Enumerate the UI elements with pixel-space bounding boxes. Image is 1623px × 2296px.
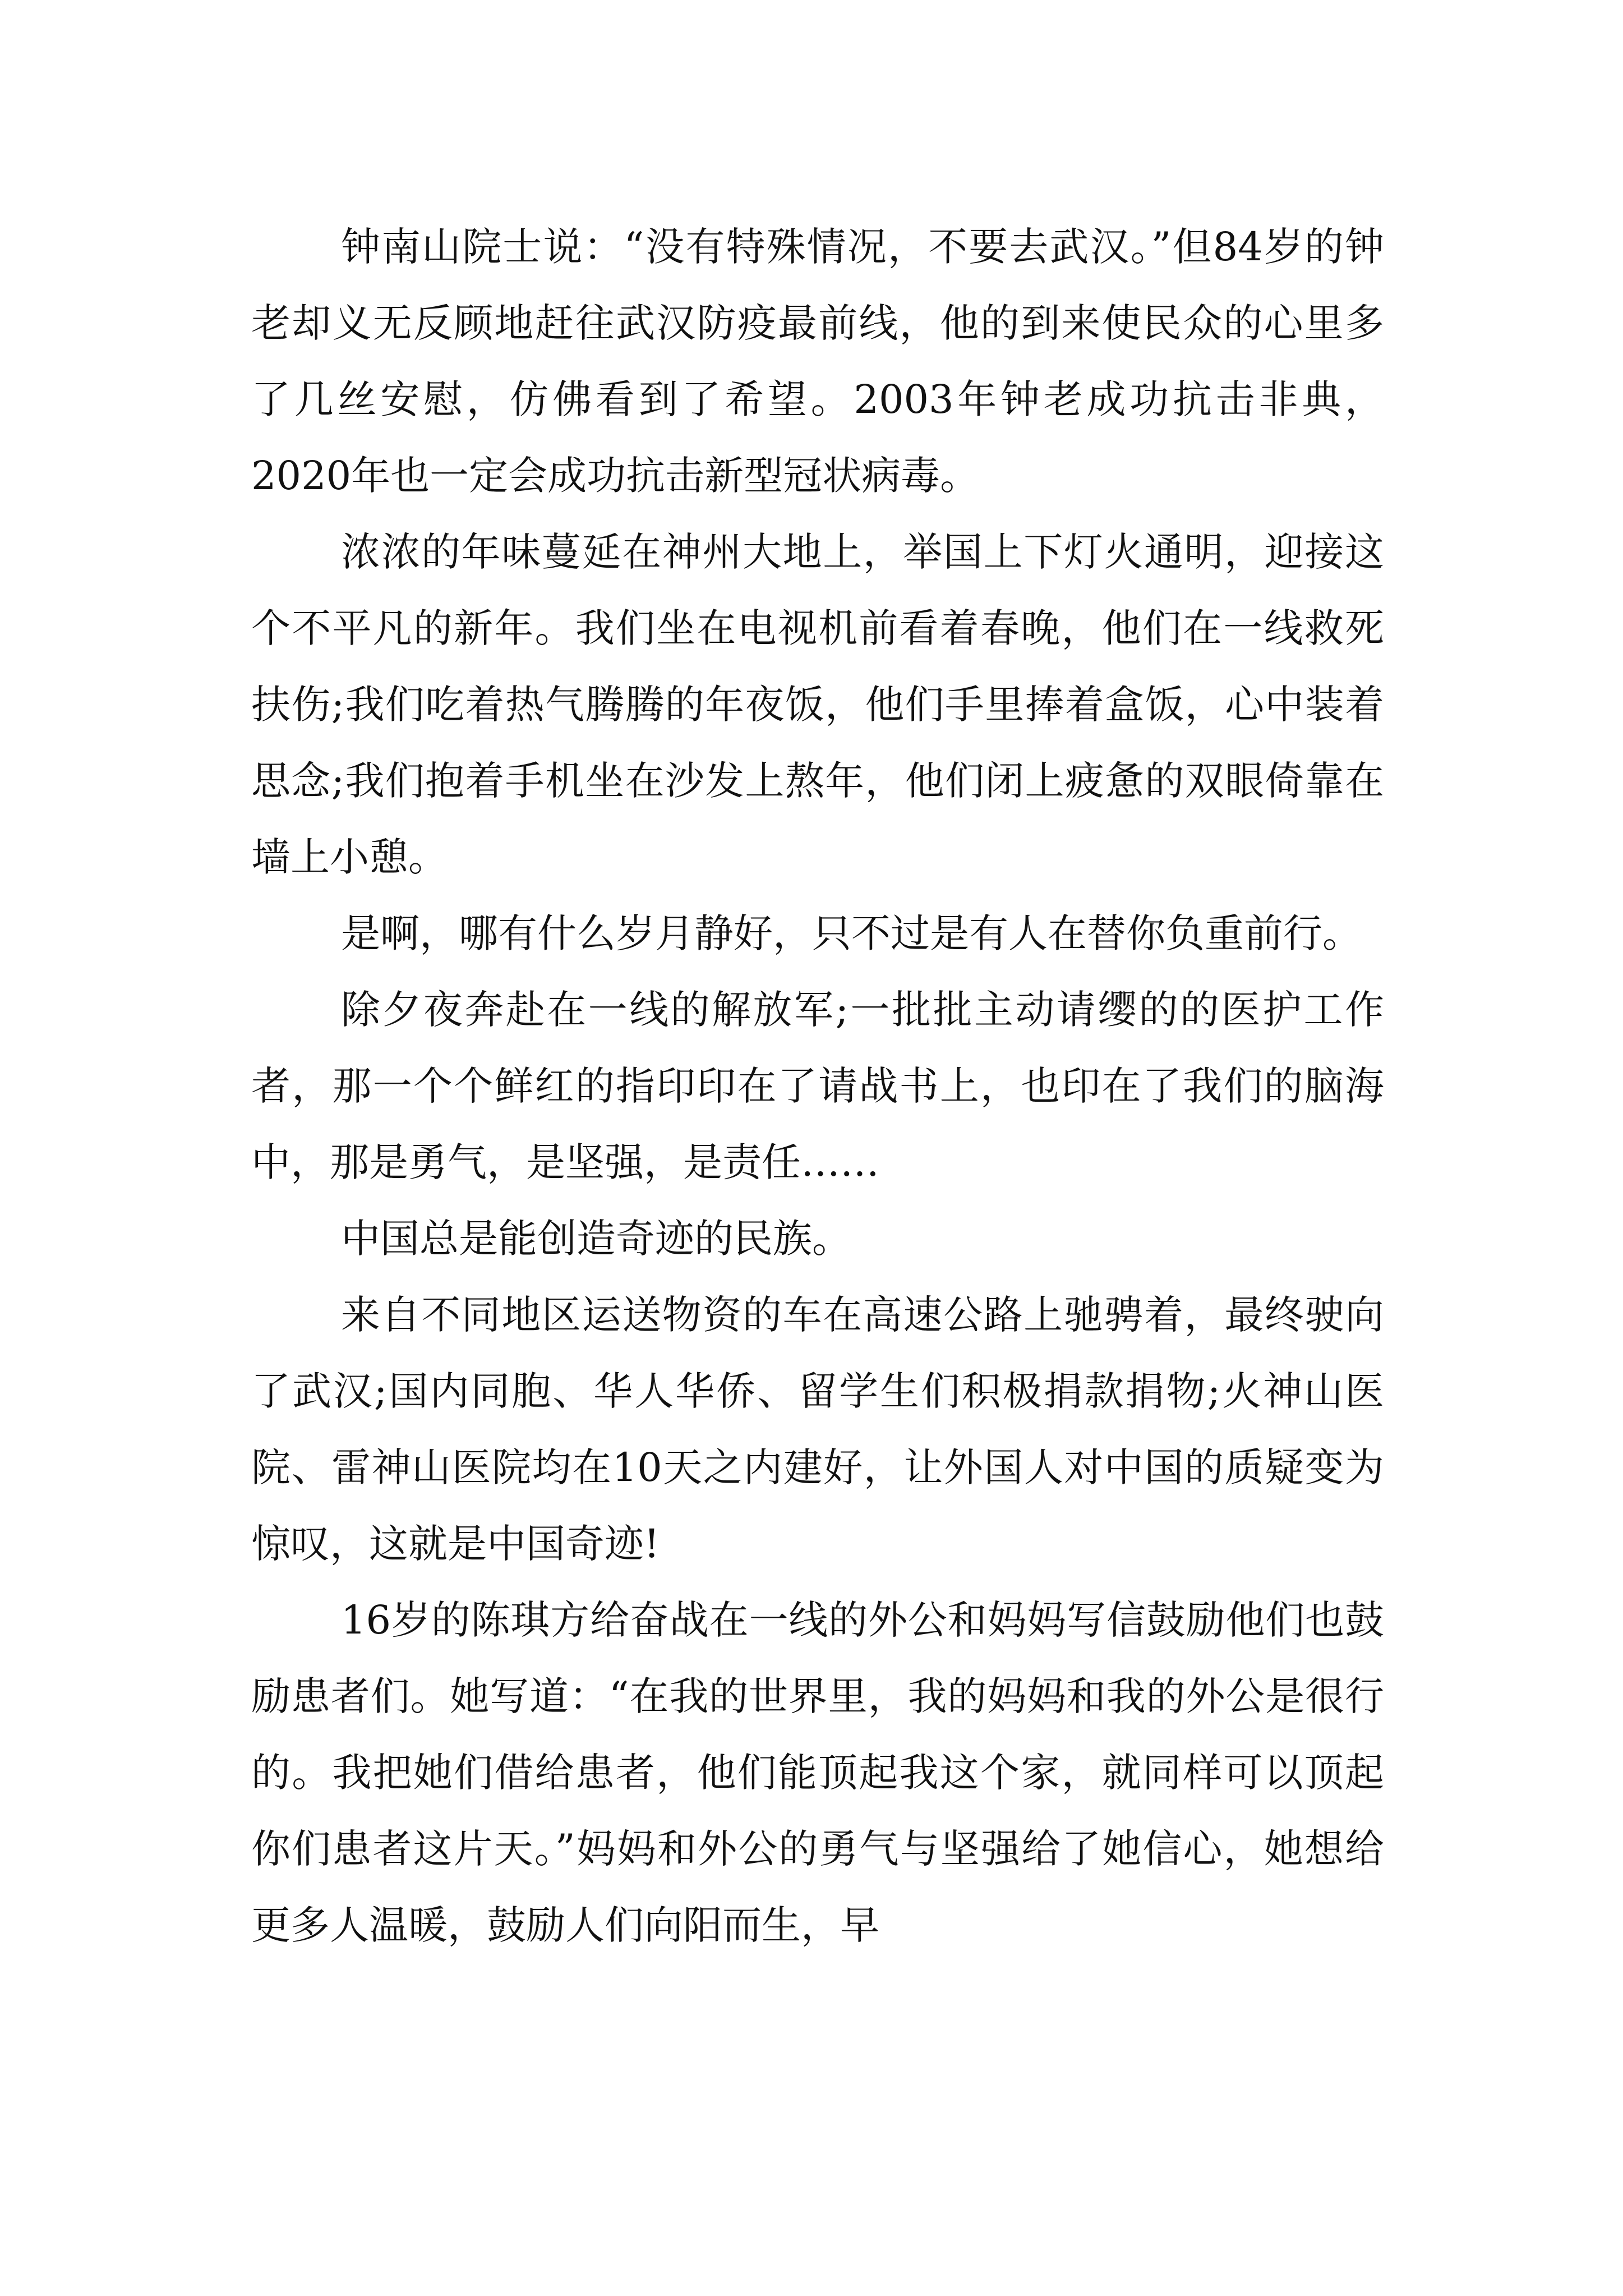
paragraph: 浓浓的年味蔓延在神州大地上，举国上下灯火通明，迎接这个不平凡的新年。我们坐在电视机前看着春晚，他们在一线救死扶伤;我们吃着热气腾腾的年夜饭，他们手里捧着盒饭，心中装着思念;我们抱着手机坐在沙发上熬年，他们闭上疲惫的双眼倚靠在墙上小憩。 [251,529,1384,880]
document-body [251,209,1384,1963]
paragraph: 除夕夜奔赴在一线的解放军;一批批主动请缨的的医护工作者，那一个个鲜红的指印印在了请战书上，也印在了我们的脑海中，那是勇气，是坚强，是责任…… [251,987,1384,1185]
paragraph: 16岁的陈琪方给奋战在一线的外公和妈妈写信鼓励他们也鼓励患者们。她写道：“在我的世界里，我的妈妈和我的外公是很行的。我把她们借给患者，他们能顶起我这个家，就同样可以顶起你们患者这片天。”妈妈和外公的勇气与坚强给了她信心，她想给更多人温暖，鼓励人们向阳而生，早 [251,1597,1384,1948]
paragraph: 钟南山院士说：“没有特殊情况，不要去武汉。”但84岁的钟老却义无反顾地赶往武汉防疫最前线，他的到来使民众的心里多了几丝安慰，仿佛看到了希望。2003年钟老成功抗击非典，2020年也一定会成功抗击新型冠状病毒。 [251,224,1384,499]
paragraph: 来自不同地区运送物资的车在高速公路上驰骋着，最终驶向了武汉;国内同胞、华人华侨、留学生们积极捐款捐物;火神山医院、雷神山医院均在10天之内建好，让外国人对中国的质疑变为惊叹，这就是中国奇迹! [251,1292,1384,1567]
paragraph: 中国总是能创造奇迹的民族。 [341,1216,851,1262]
paragraph: 是啊，哪有什么岁月静好，只不过是有人在替你负重前行。 [341,910,1362,956]
